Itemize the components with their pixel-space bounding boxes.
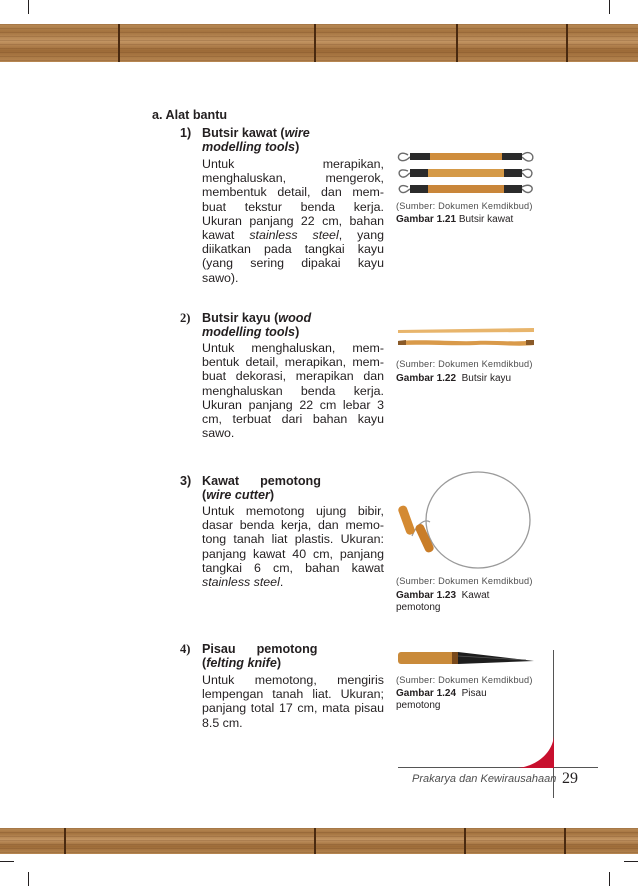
crop-mark	[28, 0, 29, 14]
image-source: (Sumber: Dokumen Kemdikbud)	[396, 576, 533, 586]
item-description: Untuk memotong, mengiris lempengan tanah liat. Ukuran; panjang total 17 cm, mata pisau 8.5 cm.	[202, 673, 384, 730]
figure-caption: Gambar 1.22 Butsir kayu	[396, 373, 512, 384]
wood-banner-top	[0, 24, 638, 62]
wood-modelling-tool-image	[396, 324, 536, 350]
footer-book-title: Prakarya dan Kewirausahaan	[412, 773, 557, 785]
item-description: Untuk merapikan, menghaluskan, mengerok, membentuk detail, dan mem- buat tekstur benda kerja. Ukuran panjang 22 cm, bahan kawat stainless steel, yang diikatkan pada tangkai kayu (yang sering dipakai kayu sawo).	[202, 157, 384, 285]
figure-caption: Gambar 1.23 Kawat pemotong	[396, 590, 490, 613]
image-source: (Sumber: Dokumen Kemdikbud)	[396, 359, 533, 369]
wood-banner-bottom	[0, 828, 638, 854]
corner-accent-shape	[518, 736, 554, 768]
item-title: Butsir kayu (wood modelling tools)	[202, 311, 312, 340]
corner-horizontal-line	[398, 767, 598, 768]
item-title: Butsir kawat (wire modelling tools)	[202, 126, 310, 155]
image-source: (Sumber: Dokumen Kemdikbud)	[396, 201, 533, 211]
item-description: Untuk memotong ujung bibir, dasar benda kerja, dan memo- tong tanah liat plastis. Ukuran: panjang kawat 40 cm, panjang tangkai 6 cm, bahan kawat stainless steel.	[202, 504, 384, 590]
item-number: 4)	[180, 642, 191, 656]
figure-caption: Gambar 1.24 Pisau pemotong	[396, 688, 487, 711]
crop-mark	[609, 872, 610, 886]
page-number: 29	[562, 770, 578, 787]
crop-mark	[624, 861, 638, 862]
item-title: Pisau pemotong (felting knife)	[202, 642, 318, 671]
crop-mark	[609, 0, 610, 14]
item-number: 3)	[180, 474, 192, 488]
crop-mark	[28, 872, 29, 886]
item-number: 1)	[180, 126, 192, 140]
wire-cutter-image	[396, 468, 536, 572]
section-title: a. Alat bantu	[152, 108, 228, 122]
felting-knife-image	[396, 648, 536, 670]
item-title: Kawat pemotong (wire cutter)	[202, 474, 321, 503]
crop-mark	[0, 861, 14, 862]
item-description: Untuk menghaluskan, mem- bentuk detail, merapikan, mem- buat dekorasi, merapikan dan menghaluskan benda kerja. Ukuran panjang 22 cm lebar 3 cm, terbuat dari bahan kayu sawo.	[202, 341, 384, 441]
wire-modelling-tool-image	[396, 147, 536, 197]
figure-caption: Gambar 1.21 Butsir kawat	[396, 214, 514, 225]
item-number: 2)	[180, 311, 191, 325]
image-source: (Sumber: Dokumen Kemdikbud)	[396, 675, 533, 685]
